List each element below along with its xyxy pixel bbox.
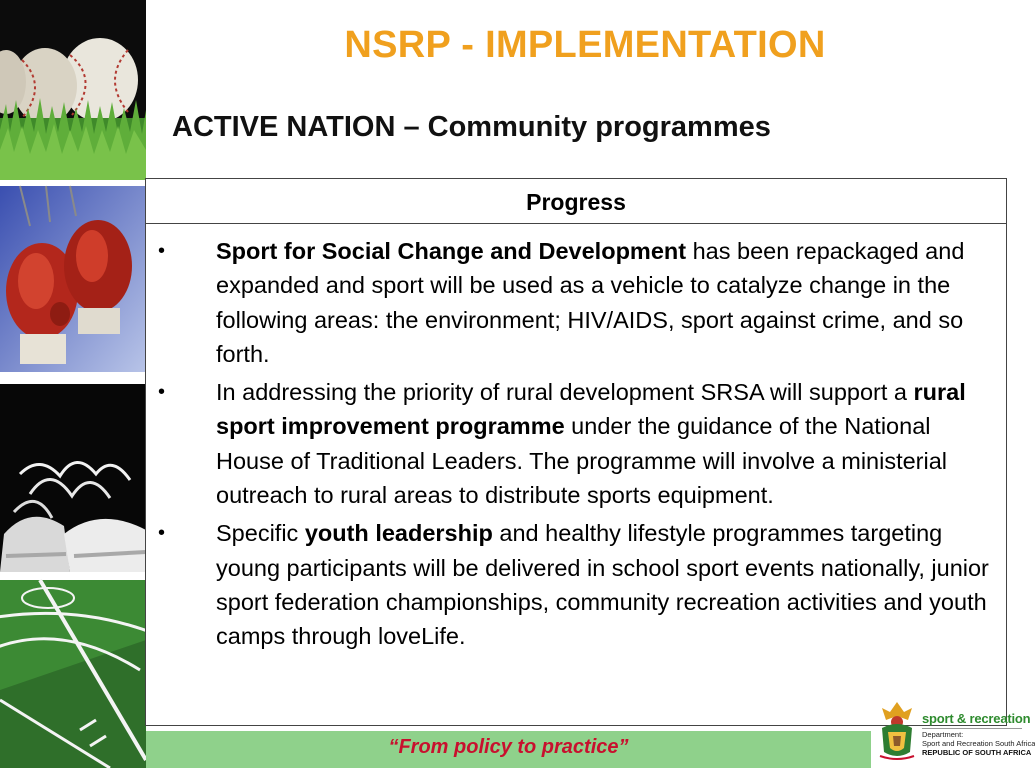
bullet-bold-text: Sport for Social Change and Development	[216, 238, 687, 264]
slide-subtitle: ACTIVE NATION – Community programmes	[172, 111, 771, 143]
bullet-text: under the guidance of the National House of Traditional Leaders. The programme will involve a ministerial outreach to rural areas to distribute sports equipment.	[216, 413, 948, 509]
bullet-bold-text: youth leadership	[304, 520, 493, 547]
basketball-court-image	[0, 580, 146, 768]
bullet-icon: •	[158, 240, 166, 262]
progress-bullet-item	[146, 516, 994, 653]
bullet-icon: •	[158, 381, 166, 404]
progress-bullet-item	[146, 234, 994, 371]
bullet-bold-text: rural sport improvement programme	[216, 379, 966, 440]
bullet-text: In addressing the priority of rural development SRSA will support a	[216, 379, 914, 406]
sneakers-image	[0, 384, 146, 572]
bullet-text: has been repackaged and expanded and sport will be used as a vehicle to catalyze change in the following areas: the environment; HIV/AIDS, sport against crime, and so forth.	[216, 238, 965, 367]
bullet-text: and healthy lifestyle programmes targeting young participants will be delivered in school sport events nationally, junior sport federation championships, community recreation activities and youth camps through loveLife.	[216, 520, 989, 650]
bullet-text: Specific	[216, 520, 305, 547]
progress-header: Progress	[146, 179, 1006, 224]
side-image-strip	[0, 0, 146, 768]
logo-brand-text: sport & recreation	[922, 711, 1031, 726]
progress-table	[145, 178, 1007, 726]
logo-country-name: REPUBLIC OF SOUTH AFRICA	[922, 748, 1032, 757]
baseballs-on-grass-image	[0, 0, 146, 180]
progress-bullet-list	[146, 224, 1006, 654]
logo-department-name: Sport and Recreation South Africa	[922, 739, 1035, 748]
logo-department-label: Department:	[922, 730, 964, 739]
slide-title: NSRP - IMPLEMENTATION	[344, 24, 826, 66]
footer-tagline: “From policy to practice”	[388, 736, 629, 758]
logo-divider	[922, 728, 1022, 729]
boxing-gloves-image	[0, 186, 146, 372]
bullet-icon: •	[158, 522, 166, 545]
department-logo	[872, 698, 1035, 768]
progress-bullet-item	[146, 375, 994, 512]
coat-of-arms-icon	[876, 700, 918, 762]
